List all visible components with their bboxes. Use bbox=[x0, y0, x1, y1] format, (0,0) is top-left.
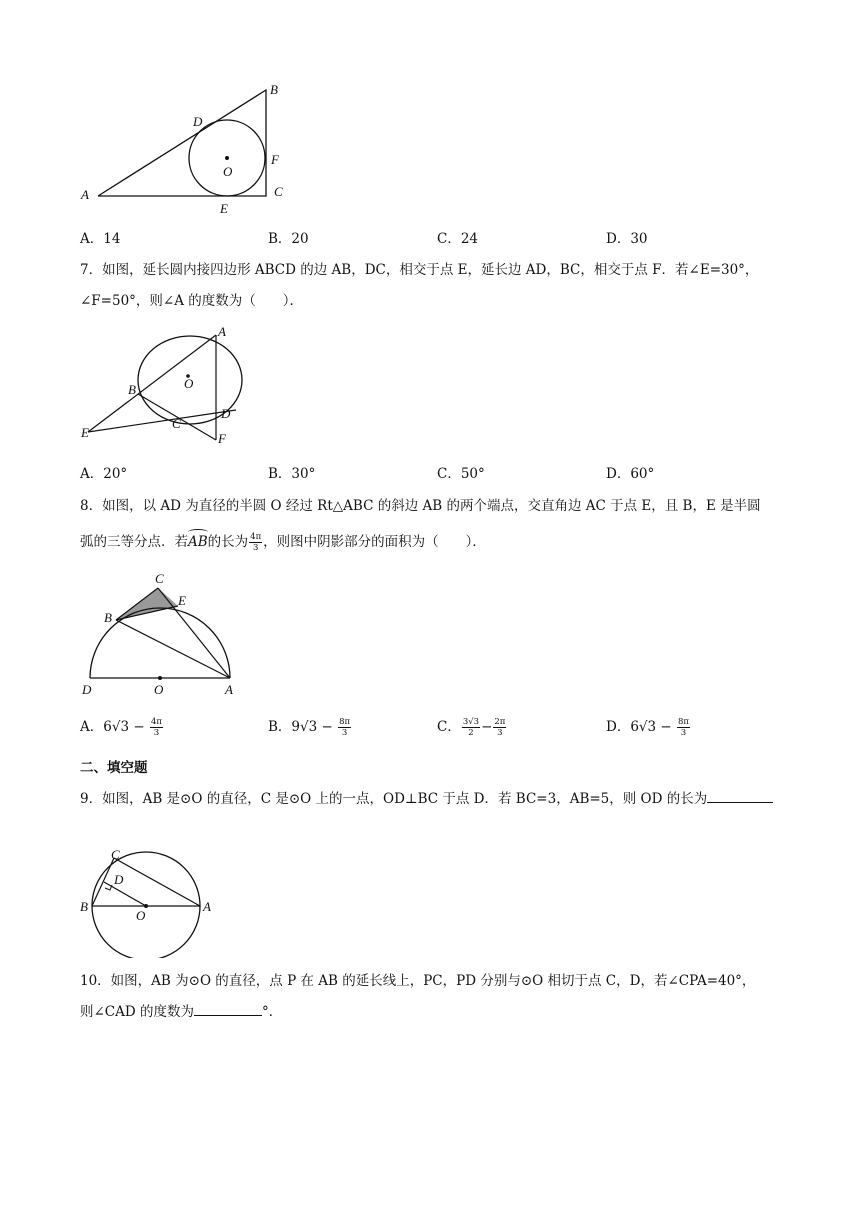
q9-label-D: D bbox=[114, 872, 124, 887]
q9-answer-blank[interactable] bbox=[707, 802, 773, 803]
q7-label-F: F bbox=[218, 431, 226, 446]
q7-label-A: A bbox=[218, 324, 226, 339]
q10-stem-line1: 10．如图，AB 为⊙O 的直径，点 P 在 AB 的延长线上，PC，PD 分别与⊙O 相切于点 C，D，若∠CPA=40°， bbox=[80, 973, 756, 989]
q8-figure bbox=[78, 568, 253, 698]
q9-segment-od bbox=[104, 882, 146, 906]
q6-option-d: D．30 bbox=[606, 231, 648, 247]
q7-label-E: E bbox=[81, 425, 89, 440]
q8-stem-mid: 的长为 bbox=[207, 534, 249, 550]
q7-stem-line2: ∠F=50°，则∠A 的度数为（ ）． bbox=[80, 293, 304, 309]
q8-side-ca bbox=[158, 588, 230, 678]
q9-label-A: A bbox=[203, 899, 211, 914]
q10-answer-blank[interactable] bbox=[194, 1015, 262, 1016]
q8-stem-pre: 弧的三等分点．若 bbox=[80, 534, 188, 550]
q7-option-d: D．60° bbox=[606, 466, 655, 482]
q8-side-ab bbox=[116, 620, 230, 678]
q6-option-b: B．20 bbox=[268, 231, 309, 247]
q8-arc-ab: AB bbox=[188, 532, 208, 552]
q8-option-b: B．9√3 − $\frac{8\pi}{3}$ bbox=[268, 717, 351, 738]
q6-figure bbox=[78, 80, 298, 220]
q7-label-C: C bbox=[172, 416, 181, 431]
q7-option-a: A．20° bbox=[80, 466, 128, 482]
q6-option-c: C．24 bbox=[437, 231, 479, 247]
q8-option-d: D．6√3 − $\frac{8\pi}{3}$ bbox=[606, 717, 690, 738]
q7-label-O: O bbox=[184, 376, 194, 391]
q6-label-F: F bbox=[271, 152, 279, 167]
q10-stem-line2: 则∠CAD 的度数为 °． bbox=[80, 1004, 283, 1020]
q7-option-b: B．30° bbox=[268, 466, 316, 482]
q7-option-c: C．50° bbox=[437, 466, 485, 482]
section-title: 二、填空题 bbox=[80, 760, 148, 776]
q8-center-dot bbox=[158, 676, 162, 680]
q8-label-A: A bbox=[225, 682, 233, 697]
q9-label-O: O bbox=[136, 908, 146, 923]
q9-label-C: C bbox=[111, 847, 120, 862]
q6-center-dot bbox=[225, 156, 229, 160]
q9-figure bbox=[76, 846, 226, 958]
q7-figure bbox=[76, 322, 266, 452]
q8-label-E: E bbox=[178, 593, 186, 608]
q6-label-C: C bbox=[274, 184, 283, 199]
q8-option-a: A．6√3 − $\frac{4\pi}{3}$ bbox=[80, 717, 162, 738]
q8-shaded-region bbox=[116, 588, 178, 620]
q9-chord-bc bbox=[92, 858, 114, 906]
q8-stem-line1: 8．如图，以 AD 为直径的半圆 O 经过 Rt△ABC 的斜边 AB 的两个端点，交直角边 AC 于点 E，且 B，E 是半圆 bbox=[80, 498, 761, 514]
q8-label-D: D bbox=[82, 682, 92, 697]
q8-stem-line2 bbox=[80, 532, 486, 553]
q6-option-a: A．14 bbox=[80, 231, 121, 247]
q6-label-A: A bbox=[81, 187, 89, 202]
q8-label-B: B bbox=[104, 610, 112, 625]
q9-chord-ca bbox=[114, 858, 200, 906]
q6-triangle bbox=[98, 90, 266, 196]
q8-label-O: O bbox=[154, 682, 164, 697]
q7-stem-line1: 7．如图，延长圆内接四边形 ABCD 的边 AB，DC，相交于点 E，延长边 AD，BC，相交于点 F．若∠E=30°， bbox=[80, 262, 759, 278]
q6-label-D: D bbox=[193, 114, 203, 129]
q8-arc-length: $\frac{4\pi}{3}$ bbox=[250, 532, 262, 553]
q8-stem-post: ，则图中阴影部分的面积为（ ）． bbox=[263, 534, 486, 550]
q9-stem: 9．如图，AB 是⊙O 的直径，C 是⊙O 上的一点，OD⊥BC 于点 D．若 BC=3，AB=5，则 OD 的长为 bbox=[80, 789, 773, 809]
q7-label-D: D bbox=[221, 406, 231, 421]
q7-label-B: B bbox=[128, 382, 136, 397]
q6-label-E: E bbox=[220, 201, 228, 216]
q8-option-c: C． $\frac{3√3}{2}$ − $\frac{2\pi}{3}$ bbox=[437, 717, 506, 738]
q7-line-ec bbox=[88, 410, 236, 432]
q8-label-C: C bbox=[155, 571, 164, 586]
q9-label-B: B bbox=[80, 899, 88, 914]
q6-label-O: O bbox=[223, 164, 233, 179]
q6-label-B: B bbox=[270, 82, 278, 97]
